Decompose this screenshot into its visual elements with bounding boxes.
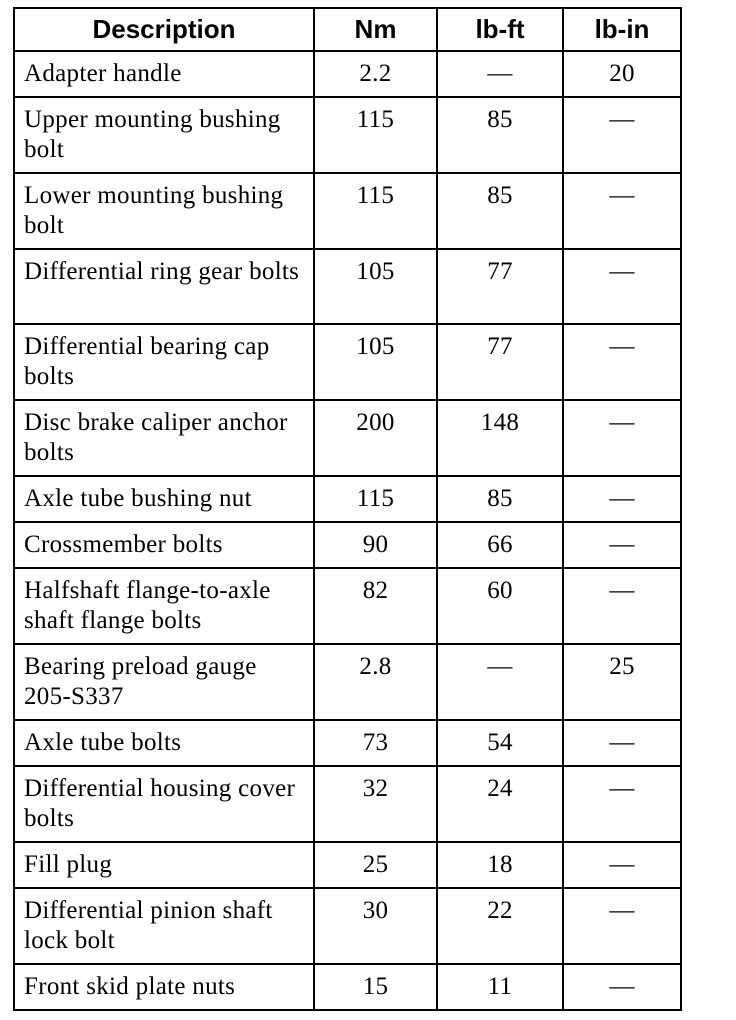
cell-lb-in: — [563,324,681,400]
column-header-lb-in: lb-in [563,8,681,51]
table-row [14,97,681,173]
cell-description: Bearing preload gauge 205-S337 [14,644,314,720]
cell-nm: 15 [314,964,437,1010]
cell-lb-in: — [563,964,681,1010]
cell-lb-ft: 85 [437,97,563,173]
cell-nm: 200 [314,400,437,476]
cell-lb-in: 25 [563,644,681,720]
cell-lb-ft: 66 [437,522,563,568]
table-row [14,568,681,644]
cell-lb-in: — [563,766,681,842]
cell-lb-ft: 77 [437,249,563,324]
table-row [14,173,681,249]
cell-description: Axle tube bushing nut [14,476,314,522]
cell-description: Upper mounting bushing bolt [14,97,314,173]
cell-lb-in: — [563,842,681,888]
cell-description: Differential housing cover bolts [14,766,314,842]
cell-nm: 105 [314,324,437,400]
cell-description: Differential bearing cap bolts [14,324,314,400]
cell-description: Differential pinion shaft lock bolt [14,888,314,964]
cell-lb-ft: 60 [437,568,563,644]
table-row [14,324,681,400]
cell-description: Adapter handle [14,51,314,97]
cell-lb-in: 20 [563,51,681,97]
cell-lb-in: — [563,249,681,324]
cell-lb-ft: 85 [437,476,563,522]
table-row [14,766,681,842]
cell-lb-in: — [563,568,681,644]
cell-lb-ft: — [437,51,563,97]
column-header-nm: Nm [314,8,437,51]
cell-nm: 73 [314,720,437,766]
cell-lb-ft: 22 [437,888,563,964]
cell-nm: 90 [314,522,437,568]
cell-description: Fill plug [14,842,314,888]
table-row [14,842,681,888]
cell-description: Crossmember bolts [14,522,314,568]
table-row [14,964,681,1010]
table-row [14,644,681,720]
cell-lb-ft: 85 [437,173,563,249]
cell-lb-in: — [563,97,681,173]
table-row [14,476,681,522]
cell-description: Disc brake caliper anchor bolts [14,400,314,476]
cell-nm: 2.8 [314,644,437,720]
cell-description: Lower mounting bushing bolt [14,173,314,249]
cell-nm: 115 [314,476,437,522]
cell-nm: 30 [314,888,437,964]
cell-nm: 82 [314,568,437,644]
cell-lb-in: — [563,400,681,476]
cell-lb-in: — [563,888,681,964]
table-header-row [14,8,681,51]
cell-lb-ft: 54 [437,720,563,766]
cell-nm: 32 [314,766,437,842]
cell-lb-ft: — [437,644,563,720]
cell-nm: 115 [314,173,437,249]
cell-description: Differential ring gear bolts [14,249,314,324]
cell-lb-ft: 148 [437,400,563,476]
cell-lb-in: — [563,522,681,568]
column-header-lb-ft: lb-ft [437,8,563,51]
table-row [14,51,681,97]
cell-nm: 2.2 [314,51,437,97]
cell-nm: 25 [314,842,437,888]
cell-description: Front skid plate nuts [14,964,314,1010]
cell-lb-ft: 18 [437,842,563,888]
table-row [14,720,681,766]
table-row [14,888,681,964]
cell-lb-ft: 11 [437,964,563,1010]
table-row [14,249,681,324]
cell-lb-in: — [563,173,681,249]
table-row [14,400,681,476]
cell-nm: 115 [314,97,437,173]
cell-description: Halfshaft flange-to-axle shaft flange bolts [14,568,314,644]
table-row [14,522,681,568]
cell-lb-in: — [563,476,681,522]
cell-description: Axle tube bolts [14,720,314,766]
torque-spec-table [13,7,682,1011]
cell-lb-ft: 77 [437,324,563,400]
column-header-description: Description [14,8,314,51]
cell-nm: 105 [314,249,437,324]
cell-lb-in: — [563,720,681,766]
cell-lb-ft: 24 [437,766,563,842]
